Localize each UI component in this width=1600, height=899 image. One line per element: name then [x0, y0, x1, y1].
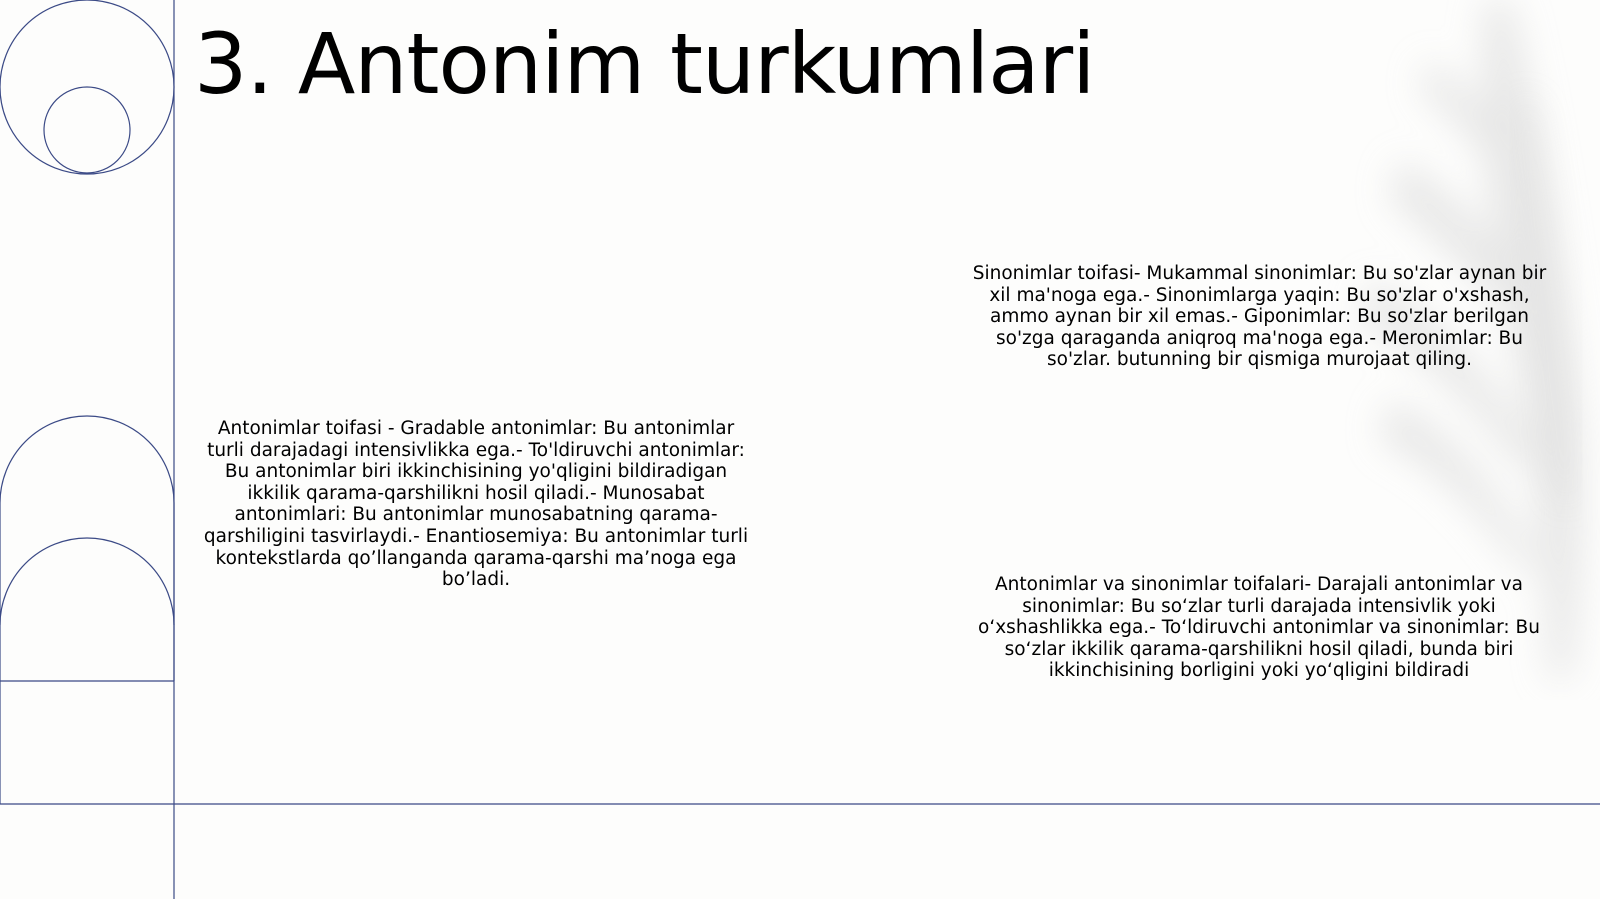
upper-arch-outline — [0, 416, 174, 681]
small-circle-outline — [44, 87, 130, 173]
lower-arch-outline — [0, 538, 174, 625]
slide-title: 3. Antonim turkumlari — [194, 15, 1095, 113]
antonyms-category-text: Antonimlar toifasi - Gradable antonimlar: Bu antonimlar turli darajadagi intensivlikka ega.- To'ldiruvchi antonimlar: Bu antonimlar biri ikkinchisining yo'qligini bildiradigan ikkilik qarama-qarshilikni hosil qiladi.- Munosabat antonimlari: Bu antonimlar munosabatning qarama-qarshiligini tasvirlaydi.- Enantiosemiya: Bu antonimlar turli kontekstlarda qo’llanganda qarama-qarshi ma’noga ega bo’ladi. — [203, 418, 749, 591]
synonyms-category-text: Sinonimlar toifasi- Mukammal sinonimlar: Bu so'zlar aynan bir xil ma'noga ega.- Sinonimlarga yaqin: Bu so'zlar o'xshash, ammo aynan bir xil emas.- Giponimlar: Bu so'zlar berilgan so'zga qaraganda aniqroq ma'noga ega.- Meronimlar: Bu so'zlar. butunning bir qismiga murojaat qiling. — [972, 263, 1547, 371]
antonyms-synonyms-category-text: Antonimlar va sinonimlar toifalari- Darajali antonimlar va sinonimlar: Bu so‘zlar turli darajada intensivlik yoki o‘xshashlikka ega.- To‘ldiruvchi antonimlar va sinonimlar: Bu so‘zlar ikkilik qarama-qarshilikni hosil qiladi, bunda biri ikkinchisining borligini yoki yo‘qligini bildiradi — [978, 574, 1540, 682]
